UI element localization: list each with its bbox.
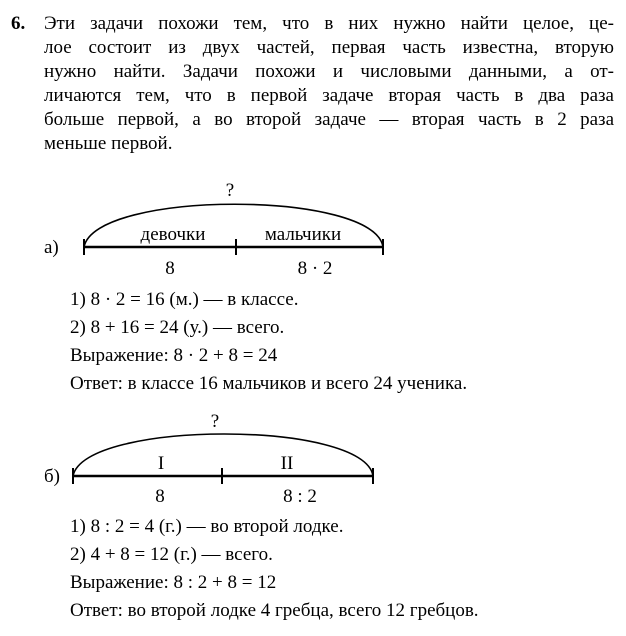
part-b-segment1-value: 8 bbox=[155, 486, 165, 507]
part-b-answer: Ответ: во второй лодке 4 гребца, всего 12 гребцов. bbox=[70, 600, 479, 621]
part-a-answer: Ответ: в классе 16 мальчиков и всего 24 ученика. bbox=[70, 373, 468, 394]
part-a-step-1: 1) 8 · 2 = 16 (м.) — в классе. bbox=[70, 289, 299, 310]
problem-number: 6. bbox=[11, 13, 26, 34]
part-b-segment2-value: 8 : 2 bbox=[283, 486, 317, 507]
part-a-step-2: 2) 8 + 16 = 24 (у.) — всего. bbox=[70, 317, 285, 338]
part-b-label: б) bbox=[44, 466, 60, 487]
explanation-line: нужно найти. Задачи похожи и числовыми данными, а от- bbox=[44, 61, 614, 82]
part-a-segment1-label: девочки bbox=[140, 224, 206, 245]
part-a-segment2-label: мальчики bbox=[264, 224, 342, 245]
part-a-expression: Выражение: 8 · 2 + 8 = 24 bbox=[70, 345, 278, 366]
explanation-line: меньше первой. bbox=[44, 133, 173, 154]
part-a-segment1-value: 8 bbox=[165, 258, 175, 279]
part-a-question-mark: ? bbox=[225, 180, 235, 201]
part-b-step-2: 2) 4 + 8 = 12 (г.) — всего. bbox=[70, 544, 273, 565]
explanation-line: больше первой, а во второй задаче — вторая часть в 2 раза bbox=[44, 109, 614, 130]
diagram-b bbox=[44, 411, 373, 507]
part-b-question-mark: ? bbox=[210, 411, 220, 432]
diagram-a bbox=[44, 180, 383, 279]
part-b-segment2-label: II bbox=[280, 453, 294, 474]
explanation-line: Эти задачи похожи тем, что в них нужно найти целое, це- bbox=[44, 13, 614, 34]
part-a-solution bbox=[70, 286, 467, 398]
part-b-expression: Выражение: 8 : 2 + 8 = 12 bbox=[70, 572, 277, 593]
part-b-solution bbox=[70, 513, 479, 625]
part-a-label: а) bbox=[44, 237, 59, 258]
part-a-segment2-value: 8 · 2 bbox=[297, 258, 333, 279]
part-b-step-1: 1) 8 : 2 = 4 (г.) — во второй лодке. bbox=[70, 516, 344, 537]
explanation-line: лое состоит из двух частей, первая часть известна, вторую bbox=[44, 37, 614, 58]
part-b-segment1-label: I bbox=[157, 453, 165, 474]
explanation-line: личаются тем, что в первой задаче вторая часть в два раза bbox=[44, 85, 614, 106]
